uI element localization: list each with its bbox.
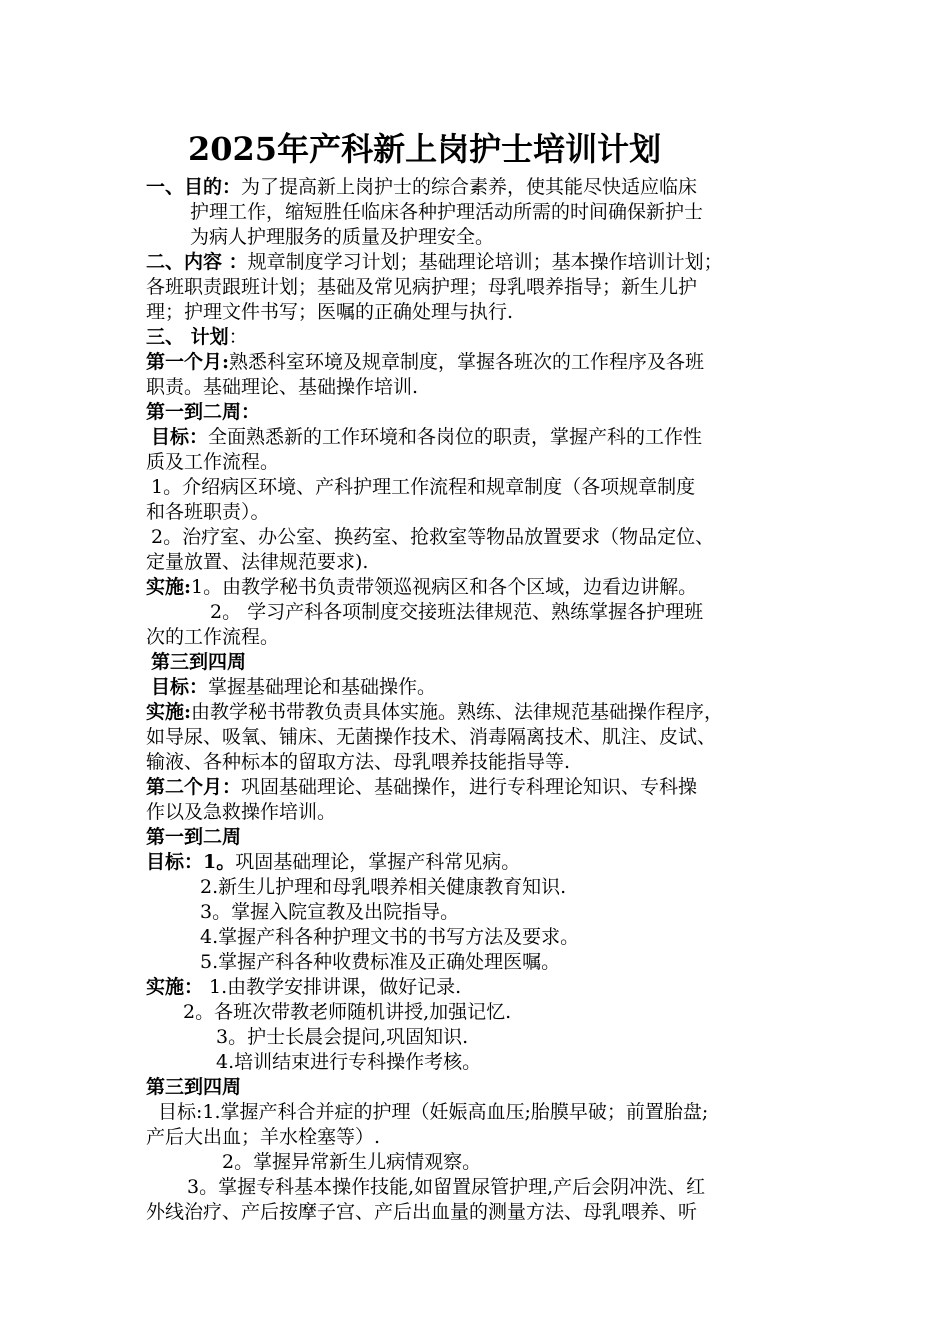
month1-line-1 (146, 350, 704, 375)
month2-week12-goal-3: 3。掌握入院宣教及出院指导。 (200, 901, 460, 923)
purpose-text-1: 为了提高新上岗护士的综合素养，使其能尽快适应临床 (241, 176, 698, 198)
month1-label: 第一个月: (146, 351, 230, 373)
month1-week12-impl-2-line-2: 次的工作流程。 (146, 626, 280, 648)
purpose-line-2: 护理工作，缩短胜任临床各种护理活动所需的时间确保新护士 (190, 201, 704, 223)
purpose-label: 一、目的： (146, 176, 242, 198)
month2-week12-heading: 第一到二周 (146, 826, 242, 848)
month1-week12-impl-line-1 (146, 575, 697, 600)
purpose-line-1 (146, 175, 697, 200)
month1-week34-impl-line-2: 如导尿、吸氧、铺床、无菌操作技术、消毒隔离技术、肌注、皮试、 (146, 726, 717, 748)
month1-week34-impl-line-3: 输液、各种标本的留取方法、母乳喂养技能指导等. (146, 751, 571, 773)
content-text-1: 规章制度学习计划；基础理论培训；基本操作培训计划； (247, 251, 723, 273)
month2-week12-impl-line-1 (146, 975, 461, 1000)
month2-week12-goal-label: 目标：1。 (146, 851, 236, 873)
month2-week12-impl-4: 4.培训结束进行专科操作考核。 (216, 1051, 482, 1073)
month1-week12-impl-label: 实施: (146, 576, 192, 598)
month1-week34-impl-label: 实施: (146, 701, 192, 723)
month2-line-1 (146, 775, 697, 800)
plan-heading (146, 325, 248, 350)
content-line-1 (146, 250, 723, 275)
month2-week12-impl-1: 1.由教学安排讲课，做好记录. (209, 976, 462, 998)
purpose-line-3: 为病人护理服务的质量及护理安全。 (190, 226, 495, 248)
month2-week34-goal-3-line-2: 外线治疗、产后按摩子宫、产后出血量的测量方法、母乳喂养、听 (146, 1201, 698, 1223)
month1-week34-goal-text: 掌握基础理论和基础操作。 (208, 676, 437, 698)
month1-line-2: 职责。基础理论、基础操作培训. (146, 376, 419, 398)
month2-week12-goal-1: 巩固基础理论，掌握产科常见病。 (235, 851, 521, 873)
document-title: 2025年产科新上岗护士培训计划 (188, 130, 662, 168)
month1-week12-impl-2-line-1: 2。 学习产科各项制度交接班法律规范、熟练掌握各护理班 (210, 601, 704, 623)
content-label: 二、内容 ： (146, 251, 248, 273)
month2-week12-impl-label: 实施： (146, 976, 204, 998)
month2-week34-goal-line-2: 产后大出血；羊水栓塞等）. (146, 1126, 381, 1148)
month2-week34-goal-line-1: 目标:1.掌握产科合并症的护理（妊娠高血压;胎膜早破；前置胎盘; (158, 1101, 709, 1123)
month2-text-1: 巩固基础理论、基础操作，进行专科理论知识、专科操 (241, 776, 698, 798)
month1-week34-impl-text: 由教学秘书带教负责具体实施。熟练、法律规范基础操作程序， (191, 701, 724, 723)
month2-week12-goal-line-1 (146, 850, 520, 875)
month1-week12-goal-line-1 (151, 425, 702, 450)
month1-week34-impl-line-1 (146, 700, 723, 725)
month2-week12-impl-3: 3。护士长晨会提问,巩固知识. (216, 1026, 469, 1048)
month2-label: 第二个月： (146, 776, 242, 798)
month2-week12-goal-5: 5.掌握产科各种收费标准及正确处理医嘱。 (200, 951, 561, 973)
month2-line-2: 作以及急救操作培训。 (146, 801, 337, 823)
content-line-2: 各班职责跟班计划；基础及常见病护理；母乳喂养指导；新生儿护 (146, 276, 698, 298)
month1-week12-goal-line-2: 质及工作流程。 (146, 451, 280, 473)
month1-week12-heading: 第一到二周： (146, 401, 261, 423)
month1-week34-goal-label: 目标： (151, 676, 209, 698)
month2-week34-goal-2: 2。掌握异常新生儿病情观察。 (222, 1151, 482, 1173)
month1-week12-impl-1: 1。由教学秘书负责带领巡视病区和各个区域，边看边讲解。 (191, 576, 698, 598)
content-line-3: 理；护理文件书写；医嘱的正确处理与执行. (146, 301, 514, 323)
month2-week12-goal-4: 4.掌握产科各种护理文书的书写方法及要求。 (200, 926, 580, 948)
month2-week12-goal-2: 2.新生儿护理和母乳喂养相关健康教育知识. (200, 876, 567, 898)
month2-week34-goal-3-line-1: 3。掌握专科基本操作技能,如留置尿管护理,产后会阴冲洗、红 (187, 1176, 706, 1198)
month1-week12-goal-label: 目标： (151, 426, 209, 448)
month1-week12-item2-line-1: 2。治疗室、办公室、换药室、抢救室等物品放置要求（物品定位、 (151, 526, 715, 548)
month1-week12-item1-line-2: 和各班职责）。 (146, 501, 270, 523)
month1-week12-item1-line-1: 1。介绍病区环境、产科护理工作流程和规章制度（各项规章制度 (151, 476, 696, 498)
plan-label: 三、 计划 (146, 326, 229, 348)
plan-colon: ： (228, 326, 248, 348)
month1-week12-item2-line-2: 定量放置、法律规范要求). (146, 551, 369, 573)
month2-week34-heading: 第三到四周 (146, 1076, 242, 1098)
month1-week34-goal-line (151, 675, 436, 700)
month1-week34-heading: 第三到四周 (151, 651, 247, 673)
month1-week12-goal-text: 全面熟悉新的工作环境和各岗位的职责，掌握产科的工作性 (208, 426, 703, 448)
month2-week12-impl-2: 2。各班次带教老师随机讲授,加强记忆. (183, 1001, 512, 1023)
month1-text-1: 熟悉科室环境及规章制度，掌握各班次的工作程序及各班 (229, 351, 705, 373)
